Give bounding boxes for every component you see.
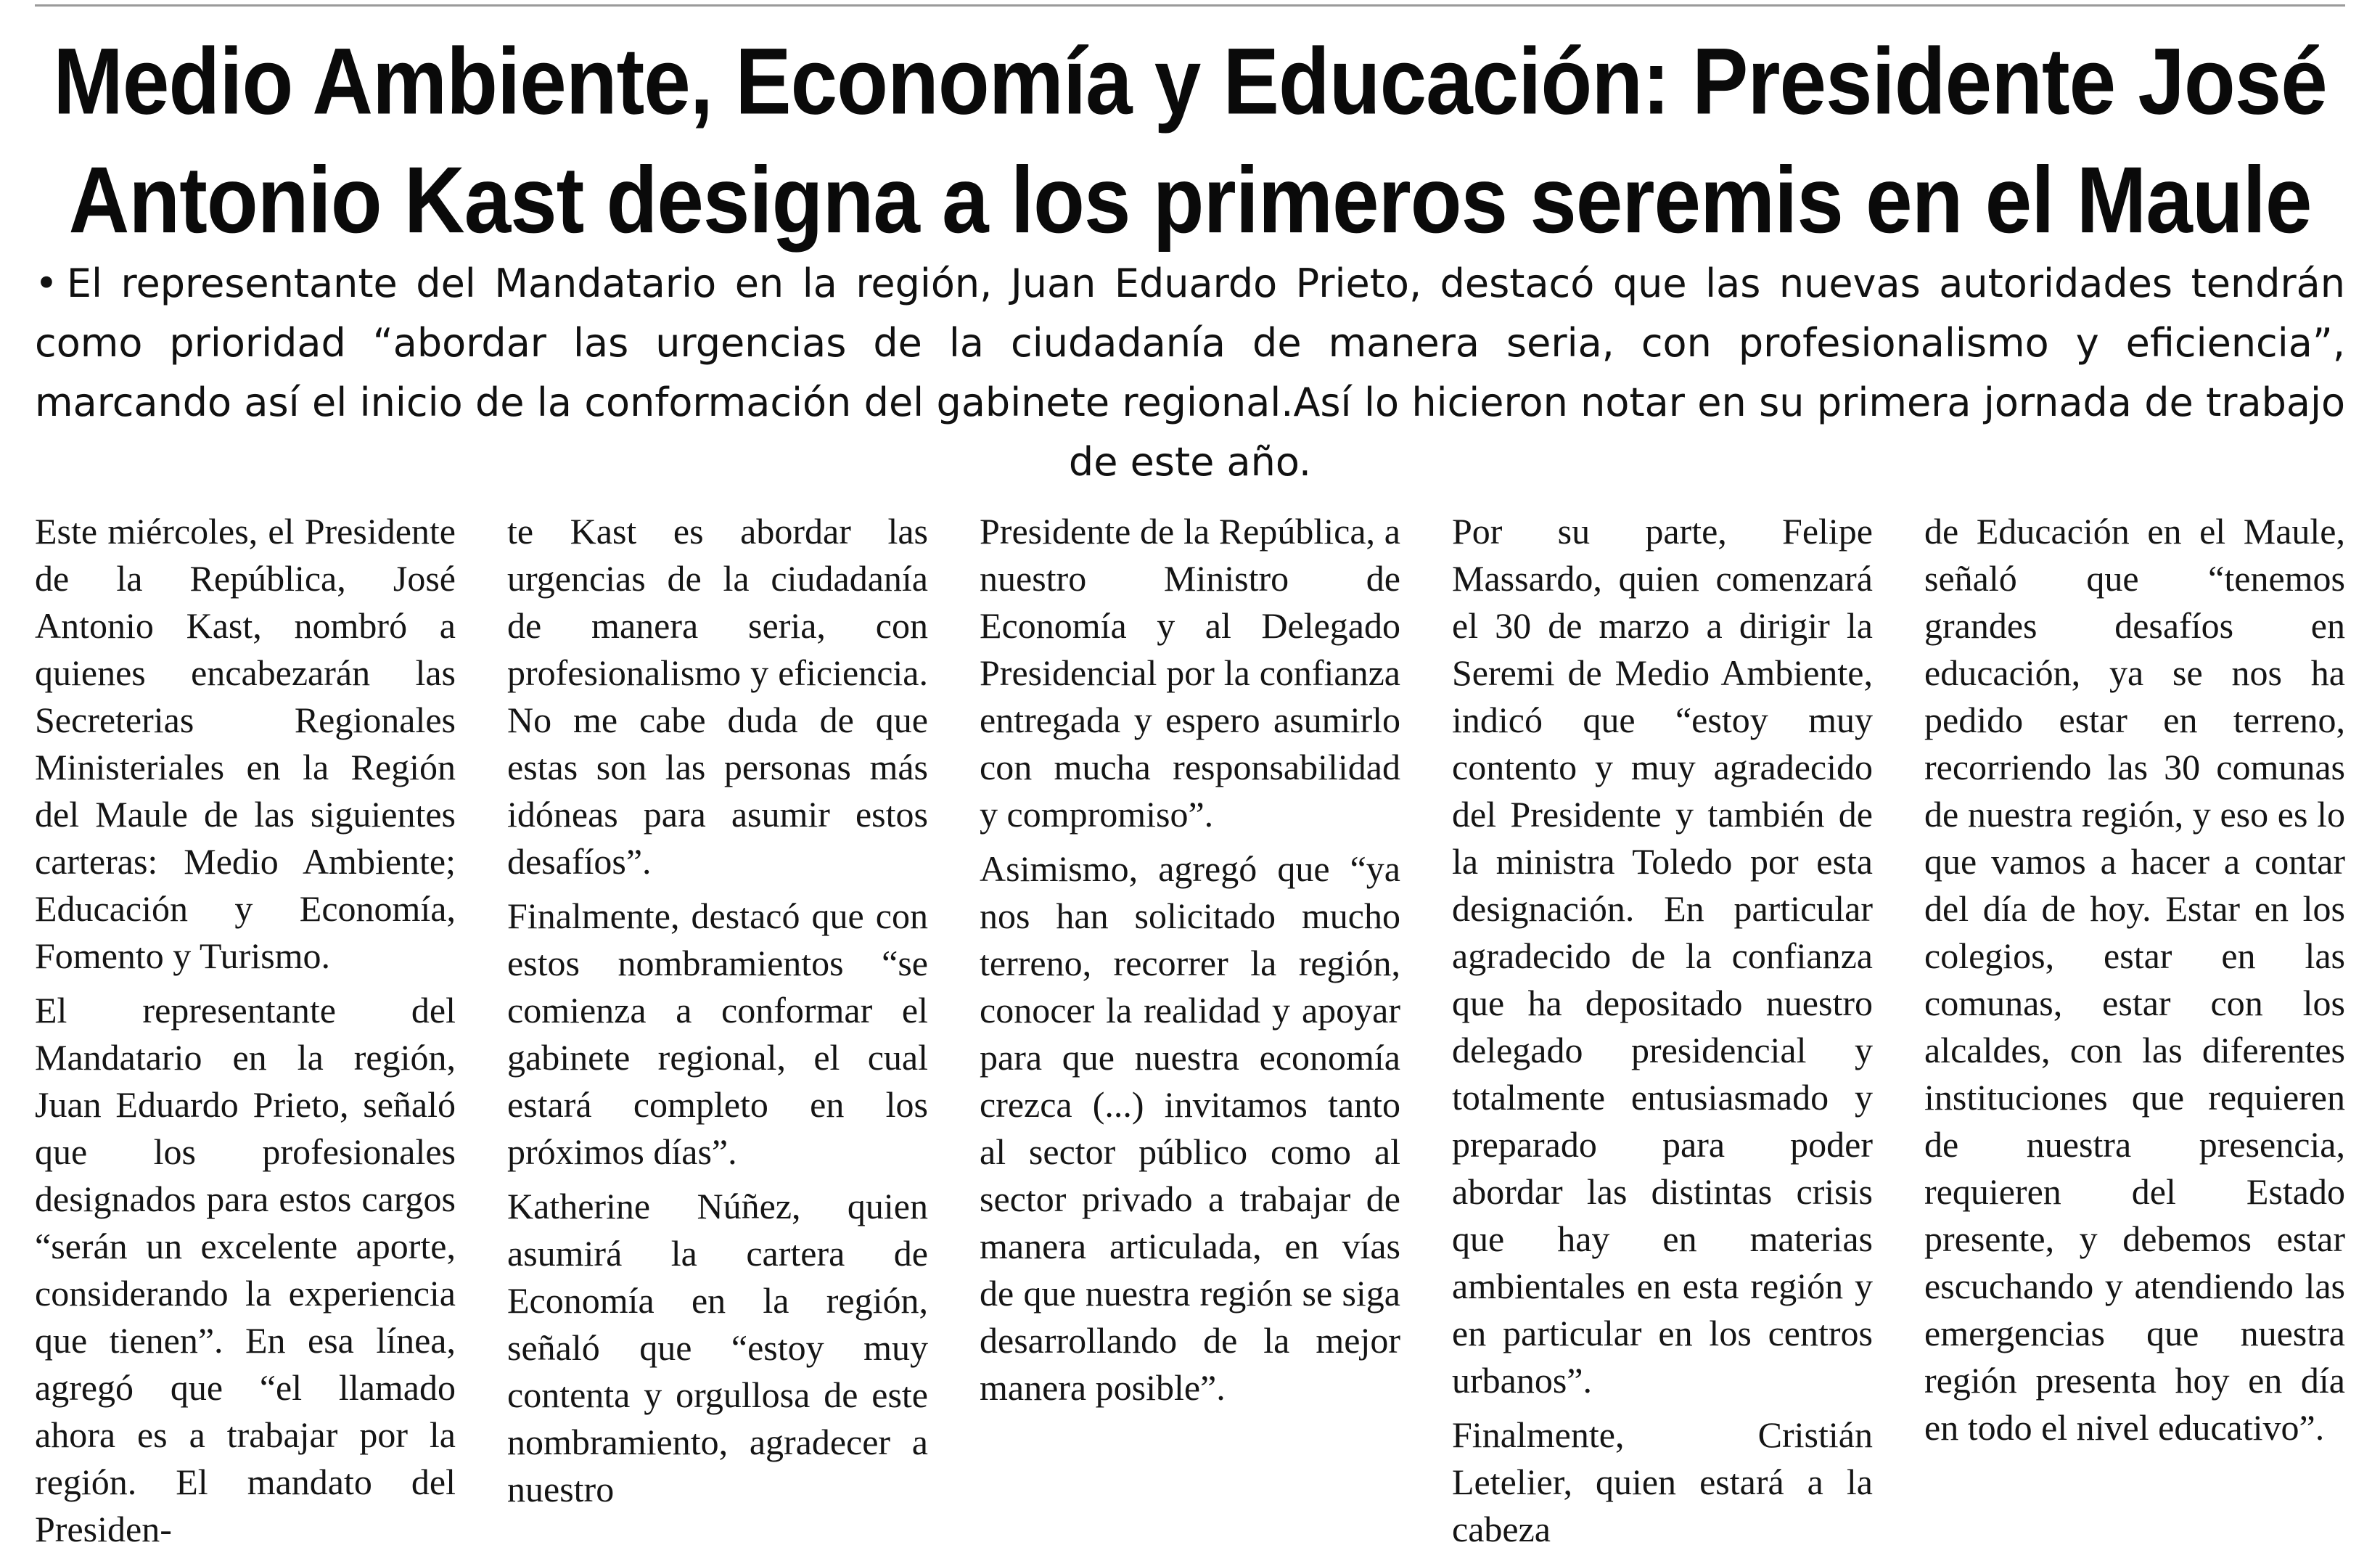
paragraph: Finalmente, destacó que con estos nombramientos “se comienza a conformar el gabinete regional, el cual estará completo en los próximos días”. <box>507 896 928 1172</box>
article-body <box>35 508 2345 1549</box>
column-5 <box>1924 508 2345 1448</box>
paragraph: Finalmente, Cristián Letelier, quien estará a la cabeza <box>1452 1414 1873 1549</box>
headline <box>29 22 2351 259</box>
deck-text: El representante del Mandatario en la región, Juan Eduardo Prieto, destacó que las nuevas autoridades tendrán como prioridad “abordar las urgencias de la ciudadanía de manera seria, con profesionalismo y eficiencia”, marcando así el inicio de la conformación del gabinete regional.Así lo hicieron notar en su primera jornada de trabajo de este año. <box>35 261 2345 485</box>
paragraph: te Kast es abordar las urgencias de la ciudadanía de manera seria, con profesionalismo y eficiencia. No me cabe duda de que estas son las personas más idóneas para asumir estos desafíos”. <box>507 511 928 882</box>
deck-summary <box>35 254 2345 492</box>
bullet-icon: • <box>35 261 58 306</box>
paragraph: Este miércoles, el Presidente de la República, José Antonio Kast, nombró a quienes encabezarán las Secreterias Regionales Ministeriales en la Región del Maule de las siguientes carteras: Medio Ambiente; Educación y Economía, Fomento y Turismo. <box>35 511 456 976</box>
headline-line-1: Medio Ambiente, Economía y Educación: Presidente José <box>53 28 2327 134</box>
column-1 <box>35 508 456 1549</box>
column-4 <box>1452 508 1873 1549</box>
top-rule <box>35 4 2345 7</box>
paragraph: Asimismo, agregó que “ya nos han solicitado mucho terreno, recorrer la región, conocer la realidad y apoyar para que nuestra economía crezca (...) invitamos tanto al sector público como al sector privado a trabajar de manera articulada, en vías de que nuestra región se siga desarrollando de la mejor manera posible”. <box>980 848 1400 1408</box>
paragraph: Katherine Núñez, quien asumirá la cartera de Economía en la región, señaló que “estoy muy contenta y orgullosa de este nombramiento, agradecer a nuestro <box>507 1186 928 1509</box>
paragraph: Por su parte, Felipe Massardo, quien comenzará el 30 de marzo a dirigir la Seremi de Medio Ambiente, indicó que “estoy muy contento y muy agradecido del Presidente y también de la ministra Toledo por esta designación. En particular agradecido de la confianza que ha depositado nuestro delegado presidencial y totalmente entusiasmado y preparado para poder abordar las distintas crisis que hay en materias ambientales en esta región y en particular en los centros urbanos”. <box>1452 511 1873 1401</box>
paragraph: El representante del Mandatario en la región, Juan Eduardo Prieto, señaló que los profesionales designados para estos cargos “serán un excelente aporte, considerando la experiencia que tienen”. En esa línea, agregó que “el llamado ahora es a trabajar por la región. El mandato del Presiden- <box>35 990 456 1549</box>
headline-line-2: Antonio Kast designa a los primeros seremis en el Maule <box>68 147 2312 253</box>
paragraph: de Educación en el Maule, señaló que “tenemos grandes desafíos en educación, ya se nos ha pedido estar en terreno, recorriendo las 30 comunas de nuestra región, y eso es lo que vamos a hacer a contar del día de hoy. Estar en los colegios, estar en las comunas, estar con los alcaldes, con las diferentes instituciones que requieren de nuestra presencia, requieren del Estado presente, y debemos estar escuchando y atendiendo las emergencias que nuestra región presenta hoy en día en todo el nivel educativo”. <box>1924 511 2345 1448</box>
column-2 <box>507 508 928 1509</box>
column-3 <box>980 508 1400 1437</box>
paragraph: Presidente de la República, a nuestro Ministro de Economía y al Delegado Presidencial por la confianza entregada y espero asumirlo con mucha responsabilidad y compromiso”. <box>980 511 1400 835</box>
